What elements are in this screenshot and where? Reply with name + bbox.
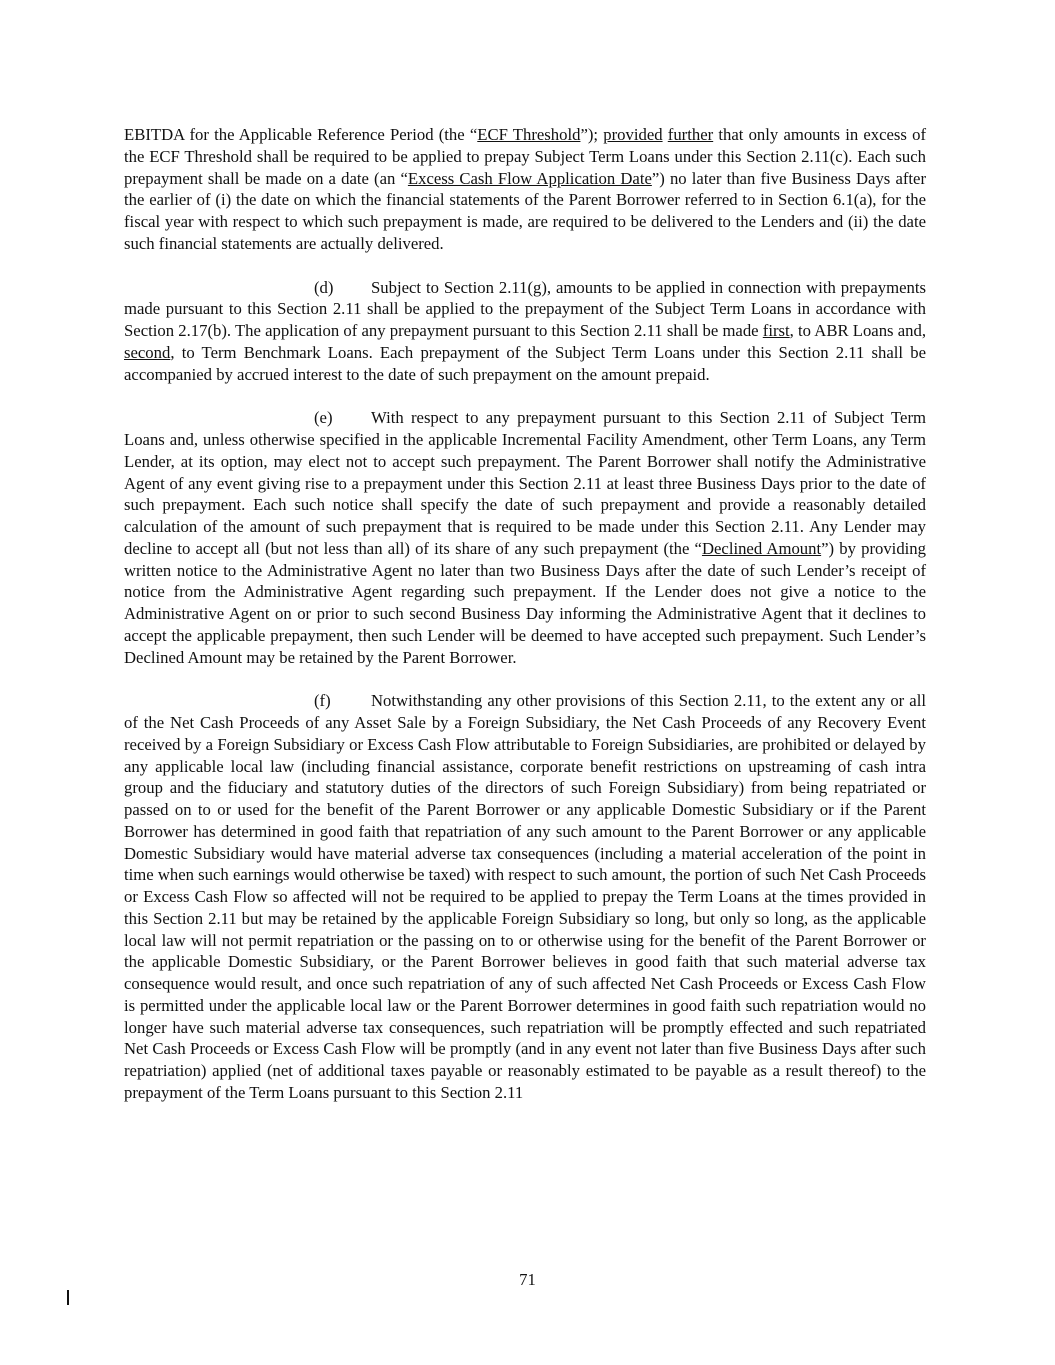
term-further: further — [667, 125, 714, 144]
term-second: second — [124, 342, 171, 362]
paragraph-e: (e) With respect to any prepayment pursuant to this Section 2.11 of Subject Term Loans and, unless otherwise specified in the applicable Incremental Facility Amendment, other Term Loans, any Term Lender, at its option, may elect not to accept such prepayment. The Parent Borrower shall notify the Administrative Agent of any event giving rise to a prepayment under this Section 2.11 at least three Business Days prior to the date of such prepayment. Each such notice shall specify the date of such prepayment and provide a reasonably detailed calculation of the amount of such prepayment that is required to be made under this Section 2.11. Any Lender may decline to accept all (but not less than all) of its share of any such prepayment (the “Declined Amount”) by providing written notice to the Administrative Agent no later than two Business Days after the date of such Lender’s receipt of notice from the Administrative Agent regarding such prepayment. If the Lender does not give a notice to the Administrative Agent on or prior to such second Business Day informing the Administrative Agent that it declines to accept the applicable prepayment, then such Lender will be deemed to have accepted such prepayment. Such Lender’s Declined Amount may be retained by the Parent Borrower. — [124, 408, 926, 667]
paragraph-f-label: (f) — [314, 691, 331, 711]
defined-term-ecf-threshold: ECF Threshold — [477, 125, 581, 144]
document-body — [124, 124, 926, 1104]
paragraph-d-label: (d) — [314, 277, 334, 297]
change-bar — [67, 1290, 69, 1305]
defined-term-excess-cash-flow-application-date: Excess Cash Flow Application Date — [407, 168, 652, 188]
term-provided: provided — [603, 125, 663, 144]
defined-term-declined-amount: Declined Amount — [701, 538, 822, 558]
paragraph-e-label: (e) — [314, 408, 333, 428]
page-number: 71 — [519, 1270, 536, 1289]
paragraph-c-continuation: EBITDA for the Applicable Reference Period (the “ECF Threshold”); provided further that only amounts in excess of the ECF Threshold shall be required to be applied to prepay Subject Term Loans under this Section 2.11(c). Each such prepayment shall be made on a date (an “Excess Cash Flow Application Date”) no later than five Business Days after the earlier of (i) the date on which the financial statements of the Parent Borrower referred to in Section 6.1(a), for the fiscal year with respect to which such prepayment is made, are required to be delivered to the Lenders and (ii) the date such financial statements are actually delivered. — [124, 125, 927, 253]
paragraph-d: (d) Subject to Section 2.11(g), amounts to be applied in connection with prepayments made pursuant to this Section 2.11 shall be applied to the prepayment of the Subject Term Loans in accordance with Section 2.17(b). The application of any prepayment pursuant to this Section 2.11 shall be made first, to ABR Loans and, second, to Term Benchmark Loans. Each prepayment of the Subject Term Loans under this Section 2.11 shall be accompanied by accrued interest to the date of such prepayment on the amount prepaid. — [124, 277, 926, 384]
term-first: first — [762, 321, 790, 340]
paragraph-f: (f) Notwithstanding any other provisions of this Section 2.11, to the extent any or all of the Net Cash Proceeds of any Asset Sale by a Foreign Subsidiary, the Net Cash Proceeds of any Recovery Event received by a Foreign Subsidiary or Excess Cash Flow attributable to Foreign Subsidiaries, are prohibited or delayed by any applicable local law (including financial assistance, corporate benefit restrictions on upstreaming of cash intra group and the fiduciary and statutory duties of the directors of such Foreign Subsidiary) from being repatriated or passed on to or used for the benefit of the Parent Borrower or any applicable Domestic Subsidiary or if the Parent Borrower has determined in good faith that repatriation of any such amount to the Parent Borrower or any applicable Domestic Subsidiary would have material adverse tax consequences (including a material acceleration of the point in time when such earnings would otherwise be taxed) with respect to such amount, the portion of such Net Cash Proceeds or Excess Cash Flow so affected will not be required to be applied to prepay the Term Loans at the times provided in this Section 2.11 but may be retained by the applicable Foreign Subsidiary so long, but only so long, as the applicable local law will not permit repatriation or the passing on to or otherwise using for the benefit of the Parent Borrower or the applicable Domestic Subsidiary, or the Parent Borrower believes in good faith that such material adverse tax consequence would result, and once such repatriation of any of such affected Net Cash Proceeds or Excess Cash Flow is permitted under the applicable local law or the Parent Borrower determines in good faith such repatriation would no longer have such material adverse tax consequences, such repatriation will be promptly effected and such repatriated Net Cash Proceeds or Excess Cash Flow will be promptly (and in any event not later than five Business Days after such repatriation) applied (net of additional taxes payable or reasonably estimated to be payable as a result thereof) to the prepayment of the Term Loans pursuant to this Section 2.11 — [124, 691, 926, 1102]
